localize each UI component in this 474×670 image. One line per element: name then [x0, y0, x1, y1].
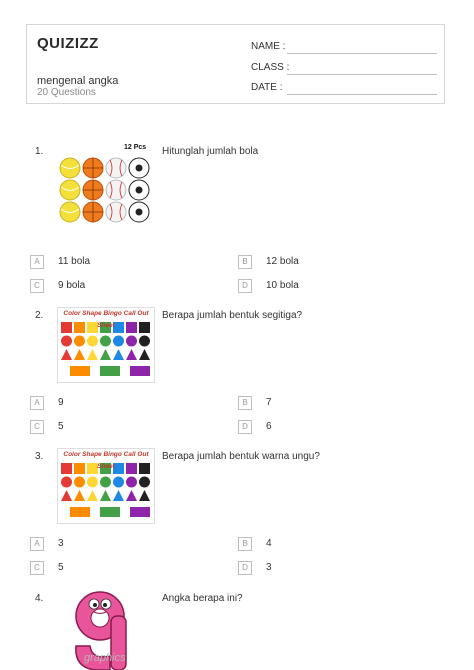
circle-shape [139, 336, 150, 347]
shapes-image-1 [57, 307, 155, 383]
triangle-shape [126, 349, 137, 360]
circle-shape [113, 336, 124, 347]
option-2c-text: 5 [58, 421, 64, 432]
square-shape [74, 463, 85, 474]
option-3d-letter[interactable]: D [238, 561, 252, 575]
triangle-shape [100, 349, 111, 360]
question-2-number: 2. [35, 310, 44, 321]
triangle-shape [61, 490, 72, 501]
worksheet-title: mengenal angka [37, 75, 119, 87]
date-line[interactable] [287, 94, 437, 95]
option-2c-letter[interactable]: C [30, 420, 44, 434]
graphics-watermark: graphics [84, 652, 126, 664]
square-shape [61, 463, 72, 474]
triangle-shape [100, 490, 111, 501]
date-label: DATE : [251, 82, 283, 93]
triangle-shape [113, 490, 124, 501]
option-3c-text: 5 [58, 562, 64, 573]
option-3b-letter[interactable]: B [238, 537, 252, 551]
baseball-icon [106, 180, 126, 200]
question-2-text: Berapa jumlah bentuk segitiga? [162, 310, 303, 321]
circle-shape [126, 336, 137, 347]
rectangle-shape [70, 507, 90, 517]
circle-shape [87, 477, 98, 488]
triangle-shape [87, 349, 98, 360]
triangle-shape [74, 349, 85, 360]
question-1-text: Hitunglah jumlah bola [162, 146, 259, 157]
triangle-shape [74, 490, 85, 501]
question-3-text: Berapa jumlah bentuk warna ungu? [162, 451, 320, 462]
triangle-shape [61, 349, 72, 360]
option-1c-text: 9 bola [58, 280, 86, 291]
circle-shape [87, 336, 98, 347]
tennis-ball-icon [60, 202, 80, 222]
question-3-number: 3. [35, 451, 44, 462]
balls-image [58, 144, 153, 226]
shapes-sheet-title: Color Shape Bingo Call Out Sheet [63, 310, 149, 329]
baseball-icon [106, 202, 126, 222]
circle-shape [61, 336, 72, 347]
option-1d-letter[interactable]: D [238, 279, 252, 293]
circle-shape [100, 336, 111, 347]
option-2d-letter[interactable]: D [238, 420, 252, 434]
option-3a-text: 3 [58, 538, 64, 549]
baseball-icon [106, 158, 126, 178]
worksheet-header [26, 24, 445, 104]
tennis-ball-icon [60, 180, 80, 200]
square-shape [139, 322, 150, 333]
option-2d-text: 6 [266, 421, 272, 432]
square-shape [74, 322, 85, 333]
shapes-sheet-title: Color Shape Bingo Call Out Sheet [63, 451, 149, 470]
question-count: 20 Questions [37, 87, 96, 98]
name-line[interactable] [287, 53, 437, 54]
option-2a-text: 9 [58, 397, 64, 408]
square-shape [61, 322, 72, 333]
rectangle-shape [100, 366, 120, 376]
question-4-text: Angka berapa ini? [162, 593, 243, 604]
option-3c-letter[interactable]: C [30, 561, 44, 575]
circle-shape [126, 477, 137, 488]
tennis-ball-icon [60, 158, 80, 178]
rectangle-shape [100, 507, 120, 517]
triangle-shape [139, 490, 150, 501]
option-1d-text: 10 bola [266, 280, 299, 291]
circle-shape [113, 477, 124, 488]
option-3d-text: 3 [266, 562, 272, 573]
circle-shape [61, 477, 72, 488]
class-line[interactable] [287, 74, 437, 75]
rectangle-shape [130, 507, 150, 517]
option-1a-letter[interactable]: A [30, 255, 44, 269]
square-shape [139, 463, 150, 474]
option-3b-text: 4 [266, 538, 272, 549]
rectangle-shape [70, 366, 90, 376]
triangle-shape [87, 490, 98, 501]
class-label: CLASS : [251, 62, 290, 73]
option-1b-text: 12 bola [266, 256, 299, 267]
option-1a-text: 11 bola [58, 256, 91, 267]
circle-shape [100, 477, 111, 488]
option-1b-letter[interactable]: B [238, 255, 252, 269]
rectangle-shape [130, 366, 150, 376]
square-shape [126, 322, 137, 333]
option-1c-letter[interactable]: C [30, 279, 44, 293]
question-4-number: 4. [35, 593, 44, 604]
option-2a-letter[interactable]: A [30, 396, 44, 410]
quizizz-logo: QUIZIZZ [37, 35, 99, 52]
option-3a-letter[interactable]: A [30, 537, 44, 551]
name-label: NAME : [251, 41, 286, 52]
question-1-number: 1. [35, 146, 44, 157]
option-2b-letter[interactable]: B [238, 396, 252, 410]
circle-shape [139, 477, 150, 488]
pcs-label: 12 Pcs [124, 144, 147, 151]
balls-illustration [58, 144, 153, 226]
triangle-shape [113, 349, 124, 360]
triangle-shape [139, 349, 150, 360]
square-shape [126, 463, 137, 474]
option-2b-text: 7 [266, 397, 272, 408]
circle-shape [74, 477, 85, 488]
circle-shape [74, 336, 85, 347]
shapes-image-2 [57, 448, 155, 524]
triangle-shape [126, 490, 137, 501]
number-nine-image [62, 586, 144, 670]
